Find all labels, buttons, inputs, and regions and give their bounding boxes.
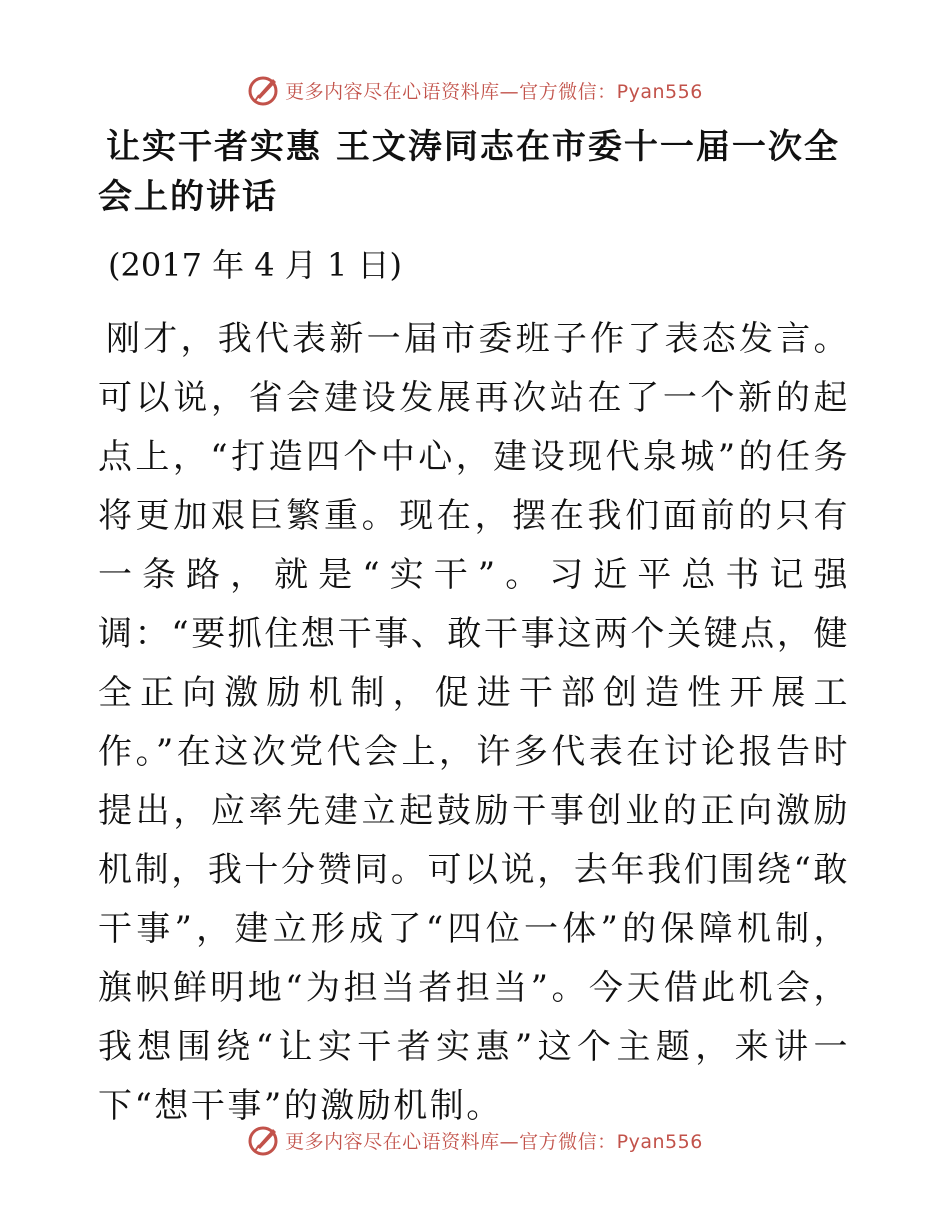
watermark-text: 更多内容尽在心语资料库—官方微信：Pyan556 bbox=[285, 1130, 703, 1153]
document-content bbox=[98, 122, 850, 1136]
watermark-footer bbox=[0, 1120, 950, 1160]
quill-logo-icon bbox=[247, 1123, 281, 1157]
watermark-text: 更多内容尽在心语资料库—官方微信：Pyan556 bbox=[285, 80, 703, 103]
document-title: 让实干者实惠 王文涛同志在市委十一届一次全会上的讲话 bbox=[98, 127, 840, 217]
quill-logo-icon bbox=[247, 73, 281, 107]
watermark-header bbox=[0, 70, 950, 110]
document-date: (2017 年 4 月 1 日) bbox=[108, 246, 402, 284]
document-body: 刚才，我代表新一届市委班子作了表态发言。可以说，省会建设发展再次站在了一个新的起点上，“打造四个中心，建设现代泉城”的任务将更加艰巨繁重。现在，摆在我们面前的只有一条路，就是“实干”。习近平总书记强调：“要抓住想干事、敢干事这两个关键点，健全正向激励机制，促进干部创造性开展工作。”在这次党代会上，许多代表在讨论报告时提出，应率先建立起鼓励干事创业的正向激励机制，我十分赞同。可以说，去年我们围绕“敢干事”，建立形成了“四位一体”的保障机制，旗帜鲜明地“为担当者担当”。今天借此机会，我想围绕“让实干者实惠”这个主题，来讲一下“想干事”的激励机制。 bbox=[98, 319, 850, 1126]
